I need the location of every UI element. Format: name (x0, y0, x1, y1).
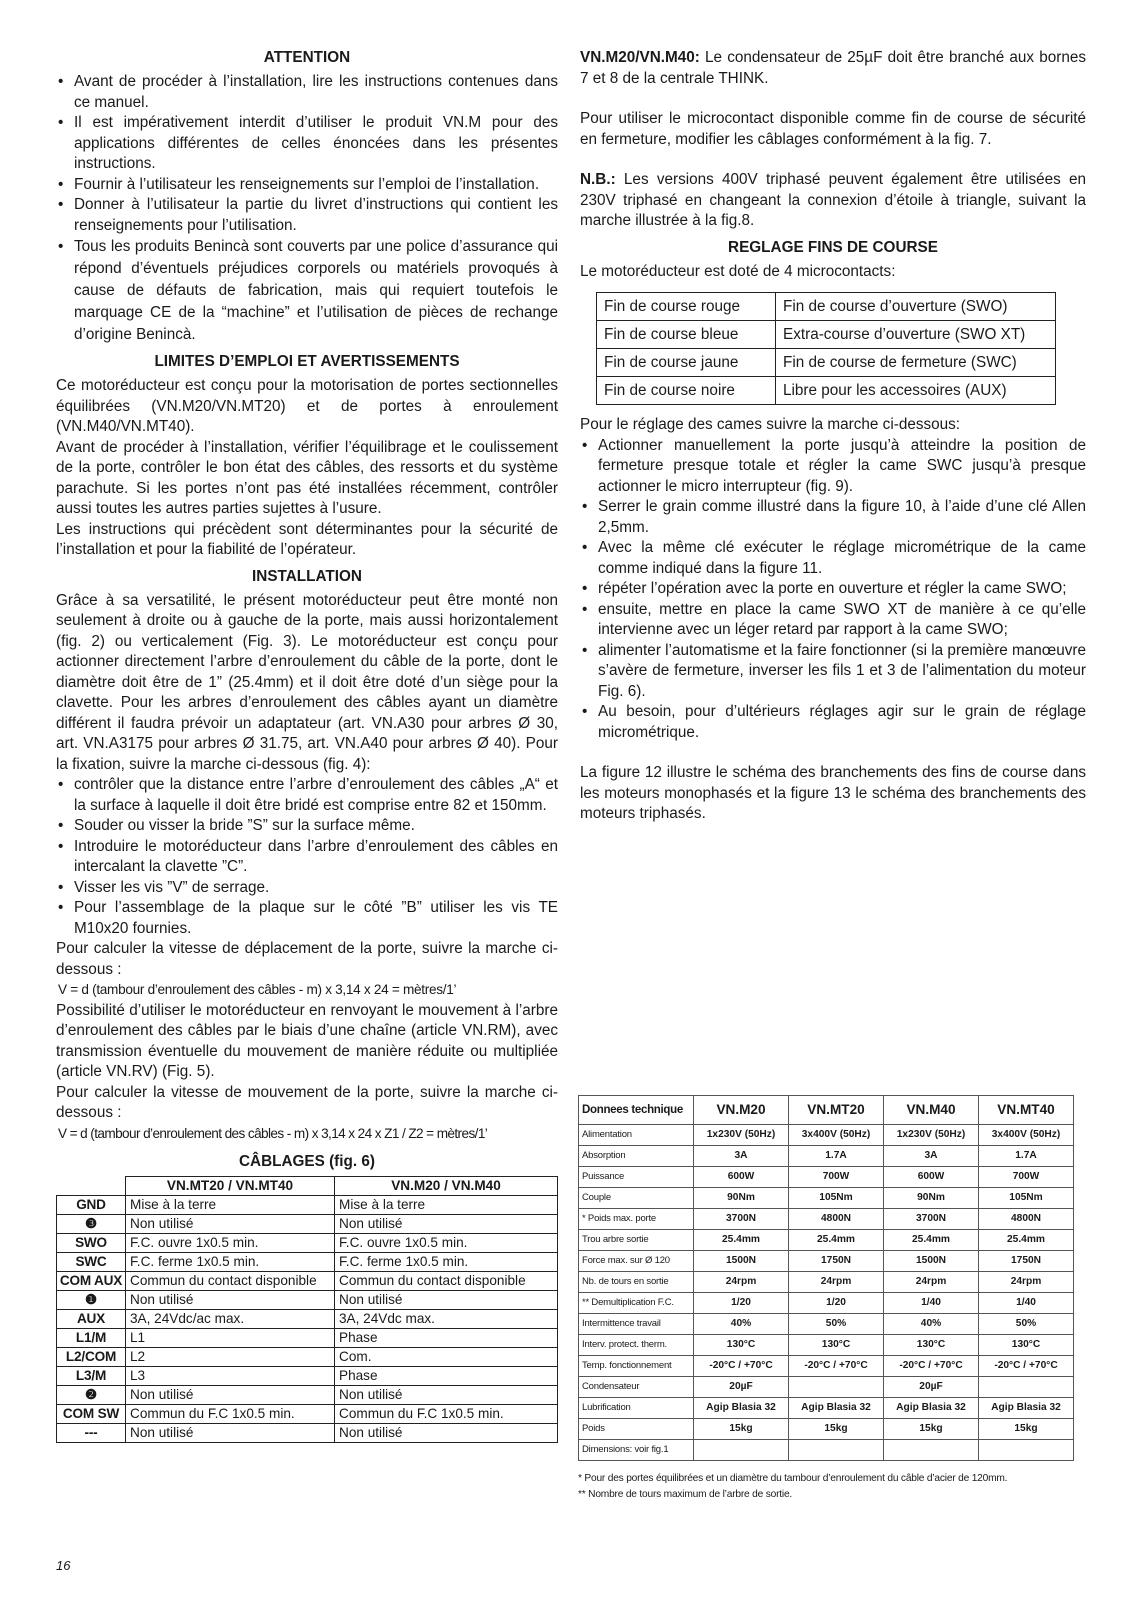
spec-value (789, 1440, 884, 1461)
terminal-label: GND (57, 1196, 126, 1215)
table-row (57, 1405, 558, 1424)
table-row (57, 1424, 558, 1443)
terminal-label: AUX (57, 1310, 126, 1329)
spec-value: 25.4mm (979, 1230, 1074, 1251)
cames-list (580, 436, 1086, 744)
spec-value: 15kg (694, 1419, 789, 1440)
terminal-desc: Non utilisé (126, 1291, 335, 1310)
table-row (597, 293, 1056, 321)
right-column (580, 46, 1086, 825)
spec-value: 700W (789, 1167, 884, 1188)
terminal-label: L1/M (57, 1329, 126, 1348)
spec-value: 24rpm (789, 1272, 884, 1293)
table-row (597, 349, 1056, 377)
terminal-desc: Non utilisé (335, 1386, 558, 1405)
terminal-desc: Commun du contact disponible (335, 1272, 558, 1291)
microcontact-name: Fin de course rouge (597, 293, 776, 321)
spec-value: 3x400V (50Hz) (789, 1125, 884, 1146)
table-row (579, 1335, 1074, 1356)
spec-value: -20°C / +70°C (884, 1356, 979, 1377)
spec-value (694, 1440, 789, 1461)
table-row (579, 1167, 1074, 1188)
microcontact-function: Extra-course d’ouverture (SWO XT) (776, 321, 1056, 349)
terminal-desc: Mise à la terre (126, 1196, 335, 1215)
terminal-desc: Commun du F.C 1x0.5 min. (335, 1405, 558, 1424)
terminal-desc: F.C. ferme 1x0.5 min. (335, 1253, 558, 1272)
list-item: • alimenter l’automatisme et la faire fonctionner (si la première manœuvre s’avère de fermeture, inverser les fils 1 et 3 de l’alimentation du moteur Fig. 6). (580, 641, 1086, 703)
cames-intro: Pour le réglage des cames suivre la marche ci-dessous: (580, 416, 961, 433)
table-row (579, 1440, 1074, 1461)
microcontact-name: Fin de course bleue (597, 321, 776, 349)
limites-paragraph: Avant de procéder à l’installation, vérifier l’équilibrage et le coulissement de la porte, contrôler le bon état des câbles, des ressorts et du système parachute. Si les portes n’ont pas été installées récemment, contrôler aussi toutes les autres parties sujettes à l’usure. (56, 438, 558, 517)
table-row (579, 1096, 1074, 1125)
list-item: • Fournir à l’utilisateur les renseignements sur l’emploi de l’installation. (56, 175, 558, 196)
installation-paragraph: Pour calculer la vitesse de déplacement de la porte, suivre la marche ci-dessous : (56, 940, 558, 978)
schema-paragraph: La figure 12 illustre le schéma des branchements des fins de course dans les moteurs monophasés et la figure 13 le schéma des branchements des moteurs triphasés. (580, 764, 1086, 822)
fins-de-course-table (596, 292, 1056, 405)
spec-value: 50% (979, 1314, 1074, 1335)
spec-value: 15kg (979, 1419, 1074, 1440)
spec-value: 50% (789, 1314, 884, 1335)
list-item: • ensuite, mettre en place la came SWO XT de manière à ce qu’elle intervienne avec un léger retard par rapport à la came SWO; (580, 600, 1086, 641)
table-row (579, 1293, 1074, 1314)
terminal-desc: Phase (335, 1367, 558, 1386)
terminal-desc: Commun du F.C 1x0.5 min. (126, 1405, 335, 1424)
spec-value: 3700N (694, 1209, 789, 1230)
column-header: VN.MT20 (789, 1096, 884, 1125)
spec-value (884, 1440, 979, 1461)
spec-value: 1500N (884, 1251, 979, 1272)
table-row (57, 1348, 558, 1367)
list-item: • contrôler que la distance entre l’arbre d’enroulement des câbles „A“ et la surface à laquelle il doit être bridé est comprise entre 82 et 150mm. (56, 775, 558, 816)
list-item: • répéter l’opération avec la porte en ouverture et régler la came SWO; (580, 579, 1086, 600)
list-item: • Au besoin, pour d’ultérieurs réglages agir sur le grain de réglage micrométrique. (580, 702, 1086, 743)
table-row (57, 1234, 558, 1253)
list-item: • Souder ou visser la bride ”S” sur la surface même. (56, 816, 558, 837)
speed-formula-chain: V = d (tambour d’enroulement des câbles - m) x 3,14 x 24 x Z1 / Z2 = mètres/1’ (58, 1125, 488, 1141)
spec-value: 3A (884, 1146, 979, 1167)
spec-label: Force max. sur Ø 120 (579, 1251, 694, 1272)
table-row (579, 1419, 1074, 1440)
column-header: VN.M40 (884, 1096, 979, 1125)
column-header: VN.M20 (694, 1096, 789, 1125)
terminal-label: ❷ (57, 1386, 126, 1405)
terminal-label: ❶ (57, 1291, 126, 1310)
table-row (597, 377, 1056, 405)
spec-label: Lubrification (579, 1398, 694, 1419)
spec-value: 3x400V (50Hz) (979, 1125, 1074, 1146)
table-row (579, 1272, 1074, 1293)
spec-value: 20µF (694, 1377, 789, 1398)
spec-value: 130°C (789, 1335, 884, 1356)
spec-value: 3700N (884, 1209, 979, 1230)
footnote: ** Nombre de tours maximum de l’arbre de sortie. (578, 1489, 793, 1500)
installation-paragraph: Possibilité d’utiliser le motoréducteur en renvoyant le mouvement à l’arbre d’enroulement des câbles par le biais d’une chaîne (article VN.RM), avec transmission éventuelle du mouvement de manière réduite ou multipliée (article VN.RV) (Fig. 5). (56, 1001, 558, 1080)
terminal-label: ❸ (57, 1215, 126, 1234)
limites-title: LIMITES D’EMPLOI ET AVERTISSEMENTS (154, 353, 460, 370)
terminal-desc: Non utilisé (335, 1424, 558, 1443)
spec-label: Absorption (579, 1146, 694, 1167)
table-row (579, 1146, 1074, 1167)
spec-value: 40% (884, 1314, 979, 1335)
table-row (57, 1215, 558, 1234)
spec-value: 20µF (884, 1377, 979, 1398)
spec-value: -20°C / +70°C (694, 1356, 789, 1377)
microcontact-name: Fin de course jaune (597, 349, 776, 377)
tech-table (578, 1095, 1074, 1461)
table-row (57, 1367, 558, 1386)
cablages-body (57, 1196, 558, 1443)
reglage-intro: Le motoréducteur est doté de 4 microcontacts: (580, 262, 896, 280)
terminal-label: L3/M (57, 1367, 126, 1386)
spec-value: 24rpm (694, 1272, 789, 1293)
table-row (57, 1291, 558, 1310)
spec-value: 700W (979, 1167, 1074, 1188)
spec-value: 1.7A (789, 1146, 884, 1167)
spec-value: 1/40 (979, 1293, 1074, 1314)
table-row (57, 1177, 558, 1196)
spec-label: Temp. fonctionnement (579, 1356, 694, 1377)
terminal-label: --- (57, 1424, 126, 1443)
spec-value: 1/20 (694, 1293, 789, 1314)
column-header: VN.MT40 (979, 1096, 1074, 1125)
attention-title: ATTENTION (263, 49, 351, 66)
condensateur-paragraph (580, 48, 1086, 89)
spec-value: 3A (694, 1146, 789, 1167)
microcontact-function: Fin de course de fermeture (SWC) (776, 349, 1056, 377)
spec-value: 1x230V (50Hz) (694, 1125, 789, 1146)
terminal-desc: Phase (335, 1329, 558, 1348)
spec-value: 90Nm (694, 1188, 789, 1209)
terminal-label: SWO (57, 1234, 126, 1253)
list-item: • Serrer le grain comme illustré dans la figure 10, à l’aide d’une clé Allen 2,5mm. (580, 497, 1086, 538)
terminal-label: COM SW (57, 1405, 126, 1424)
spec-value: 90Nm (884, 1188, 979, 1209)
terminal-desc: Non utilisé (335, 1291, 558, 1310)
spec-value: 600W (694, 1167, 789, 1188)
spec-value: Agip Blasia 32 (694, 1398, 789, 1419)
terminal-desc: 3A, 24Vdc/ac max. (126, 1310, 335, 1329)
column-header: VN.M20 / VN.M40 (335, 1177, 558, 1196)
spec-label: Intermittence travail (579, 1314, 694, 1335)
table-row (57, 1196, 558, 1215)
spec-value: 130°C (979, 1335, 1074, 1356)
spec-value (789, 1377, 884, 1398)
table-row (57, 1253, 558, 1272)
spec-value: 25.4mm (789, 1230, 884, 1251)
cablages-table (56, 1176, 558, 1443)
microcontact-name: Fin de course noire (597, 377, 776, 405)
tech-section (578, 1095, 1074, 1503)
terminal-desc: F.C. ferme 1x0.5 min. (126, 1253, 335, 1272)
microcontact-function: Libre pour les accessoires (AUX) (776, 377, 1056, 405)
table-row (579, 1356, 1074, 1377)
table-row (57, 1310, 558, 1329)
spec-value: 24rpm (884, 1272, 979, 1293)
installation-paragraph: Grâce à sa versatilité, le présent motoréducteur peut être monté non seulement à droite ou à gauche de la porte, mais aussi horizontalement (fig. 2) ou verticalement (Fig. 3). Le motoréducteur est conçu pour actionner directement l’arbre d’enroulement du câble de la porte, dont le diamètre doit être de 1” (25.4mm) et il doit être doté d’un siège pour la clavette. Pour les arbres d’enroulement des câbles ayant un diamètre différent il faudra prévoir un adaptateur (art. VN.A30 pour arbres Ø 30, art. VN.A3175 pour arbres Ø 31.75, art. VN.A40 pour arbres Ø 40). Pour la fixation, suivre la marche ci-dessous (fig. 4): (56, 591, 558, 773)
spec-value: 24rpm (979, 1272, 1074, 1293)
spec-value: Agip Blasia 32 (789, 1398, 884, 1419)
microcontact-function: Fin de course d’ouverture (SWO) (776, 293, 1056, 321)
list-item: • Avec la même clé exécuter le réglage micrométrique de la came comme indiqué dans la figure 11. (580, 538, 1086, 579)
paragraph-text: Les versions 400V triphasé peuvent également être utilisées en 230V triphasé en changeant la connexion d’étoile à triangle, suivant la marche illustrée à la fig.8. (580, 171, 1086, 229)
list-item: • Actionner manuellement la porte jusqu’à atteindre la position de fermeture presque totale et régler la came SWC jusqu’à presque actionner le micro interrupteur (fig. 9). (580, 436, 1086, 498)
table-row (57, 1329, 558, 1348)
terminal-label: SWC (57, 1253, 126, 1272)
terminal-desc: F.C. ouvre 1x0.5 min. (335, 1234, 558, 1253)
spec-value: Agip Blasia 32 (884, 1398, 979, 1419)
spec-label: Condensateur (579, 1377, 694, 1398)
spec-label: Interv. protect. therm. (579, 1335, 694, 1356)
terminal-desc: F.C. ouvre 1x0.5 min. (126, 1234, 335, 1253)
spec-value: 25.4mm (694, 1230, 789, 1251)
terminal-desc: Mise à la terre (335, 1196, 558, 1215)
footnote: * Pour des portes équilibrées et un diamètre du tambour d’enroulement du câble d’acier de 120mm. (578, 1473, 1008, 1484)
spec-value: 1/20 (789, 1293, 884, 1314)
spec-value: 130°C (694, 1335, 789, 1356)
spec-value: 25.4mm (884, 1230, 979, 1251)
terminal-label: COM AUX (57, 1272, 126, 1291)
list-item: • Introduire le motoréducteur dans l’arbre d’enroulement des câbles en intercalant la clavette ”C”. (56, 837, 558, 878)
spec-value: Agip Blasia 32 (979, 1398, 1074, 1419)
table-row (579, 1209, 1074, 1230)
spec-value: 1x230V (50Hz) (884, 1125, 979, 1146)
spec-label: Puissance (579, 1167, 694, 1188)
table-row (57, 1272, 558, 1291)
table-row (579, 1377, 1074, 1398)
list-item: • Pour l’assemblage de la plaque sur le côté ”B” utiliser les vis TE M10x20 fournies. (56, 898, 558, 939)
spec-value: 1.7A (979, 1146, 1074, 1167)
spec-value: 4800N (789, 1209, 884, 1230)
list-item: • Il est impérativement interdit d’utiliser le produit VN.M pour des applications différentes de celles énoncées dans les présentes instructions. (56, 113, 558, 175)
terminal-desc: L3 (126, 1367, 335, 1386)
list-item: • Tous les produits Benincà sont couverts par une police d’assurance qui répond d’éventuels préjudices corporels ou matériels provoqués à cause de défauts de fabrication, mais qui requiert toutefois le marquage CE de la “machine” et l’utilisation de pièces de rechange d’origine Benincà. (56, 236, 558, 346)
paragraph-text: Le condensateur de 25µF doit être branché aux bornes 7 et 8 de la centrale THINK. (580, 49, 1086, 87)
spec-value: 4800N (979, 1209, 1074, 1230)
spec-label: Trou arbre sortie (579, 1230, 694, 1251)
microcontact-paragraph: Pour utiliser le microcontact disponible comme fin de course de sécurité en fermeture, modifier les câblages conformément à la fig. 7. (580, 110, 1086, 148)
spec-value (979, 1440, 1074, 1461)
spec-value: 130°C (884, 1335, 979, 1356)
spec-value: 1750N (979, 1251, 1074, 1272)
spec-value: -20°C / +70°C (979, 1356, 1074, 1377)
column-header: VN.MT20 / VN.MT40 (126, 1177, 335, 1196)
spec-label: Nb. de tours en sortie (579, 1272, 694, 1293)
limites-paragraph: Les instructions qui précèdent sont déterminantes pour la sécurité de l’installation et pour la fiabilité de l’opérateur. (56, 520, 558, 558)
terminal-desc: Commun du contact disponible (126, 1272, 335, 1291)
spec-label: Alimentation (579, 1125, 694, 1146)
terminal-desc: Non utilisé (335, 1215, 558, 1234)
spec-label: * Poids max. porte (579, 1209, 694, 1230)
list-item: • Visser les vis ”V” de serrage. (56, 878, 558, 899)
table-row (579, 1188, 1074, 1209)
terminal-desc: L2 (126, 1348, 335, 1367)
list-item: • Donner à l’utilisateur la partie du livret d’instructions qui contient les renseignements pour l’utilisation. (56, 195, 558, 236)
installation-list (56, 775, 558, 939)
reglage-title: REGLAGE FINS DE COURSE (728, 238, 938, 256)
speed-formula: V = d (tambour d’enroulement des câbles - m) x 3,14 x 24 = mètres/1’ (58, 982, 457, 997)
model-label: VN.M20/VN.M40: (580, 49, 700, 66)
terminal-desc: 3A, 24Vdc max. (335, 1310, 558, 1329)
spec-value: 105Nm (789, 1188, 884, 1209)
terminal-desc: Non utilisé (126, 1424, 335, 1443)
spec-value: 1500N (694, 1251, 789, 1272)
table-row (579, 1314, 1074, 1335)
spec-value: 15kg (789, 1419, 884, 1440)
spec-value: 15kg (884, 1419, 979, 1440)
spec-value (979, 1377, 1074, 1398)
left-column (56, 46, 558, 1443)
spec-value: 1/40 (884, 1293, 979, 1314)
cablages-title: CÂBLAGES (fig. 6) (239, 1153, 375, 1170)
limites-paragraph: Ce motoréducteur est conçu pour la motorisation de portes sectionnelles équilibrées (VN.M20/VN.MT20) et de portes à enroulement (VN.M40/VN.MT40). (56, 377, 558, 435)
table-row (597, 321, 1056, 349)
spec-value: 1750N (789, 1251, 884, 1272)
installation-paragraph: Pour calculer la vitesse de mouvement de la porte, suivre la marche ci-dessous : (56, 1083, 558, 1121)
terminal-desc: L1 (126, 1329, 335, 1348)
column-header: Donnees technique (579, 1096, 694, 1125)
spec-label: ** Demultiplication F.C. (579, 1293, 694, 1314)
table-row (579, 1398, 1074, 1419)
spec-label: Couple (579, 1188, 694, 1209)
spec-value: 40% (694, 1314, 789, 1335)
table-row (579, 1230, 1074, 1251)
spec-label: Poids (579, 1419, 694, 1440)
list-item: • Avant de procéder à l’installation, lire les instructions contenues dans ce manuel. (56, 72, 558, 113)
spec-label: Dimensions: voir fig.1 (579, 1440, 694, 1461)
nb-paragraph (580, 170, 1086, 232)
nb-label: N.B.: (580, 171, 616, 188)
installation-title: INSTALLATION (252, 567, 362, 585)
table-row (579, 1125, 1074, 1146)
terminal-label: L2/COM (57, 1348, 126, 1367)
attention-list (56, 72, 558, 346)
spec-value: -20°C / +70°C (789, 1356, 884, 1377)
page-number: 16 (56, 1558, 71, 1573)
table-row (579, 1251, 1074, 1272)
terminal-desc: Non utilisé (126, 1215, 335, 1234)
terminal-desc: Non utilisé (126, 1386, 335, 1405)
spec-value: 600W (884, 1167, 979, 1188)
terminal-desc: Com. (335, 1348, 558, 1367)
spec-value: 105Nm (979, 1188, 1074, 1209)
table-row (57, 1386, 558, 1405)
